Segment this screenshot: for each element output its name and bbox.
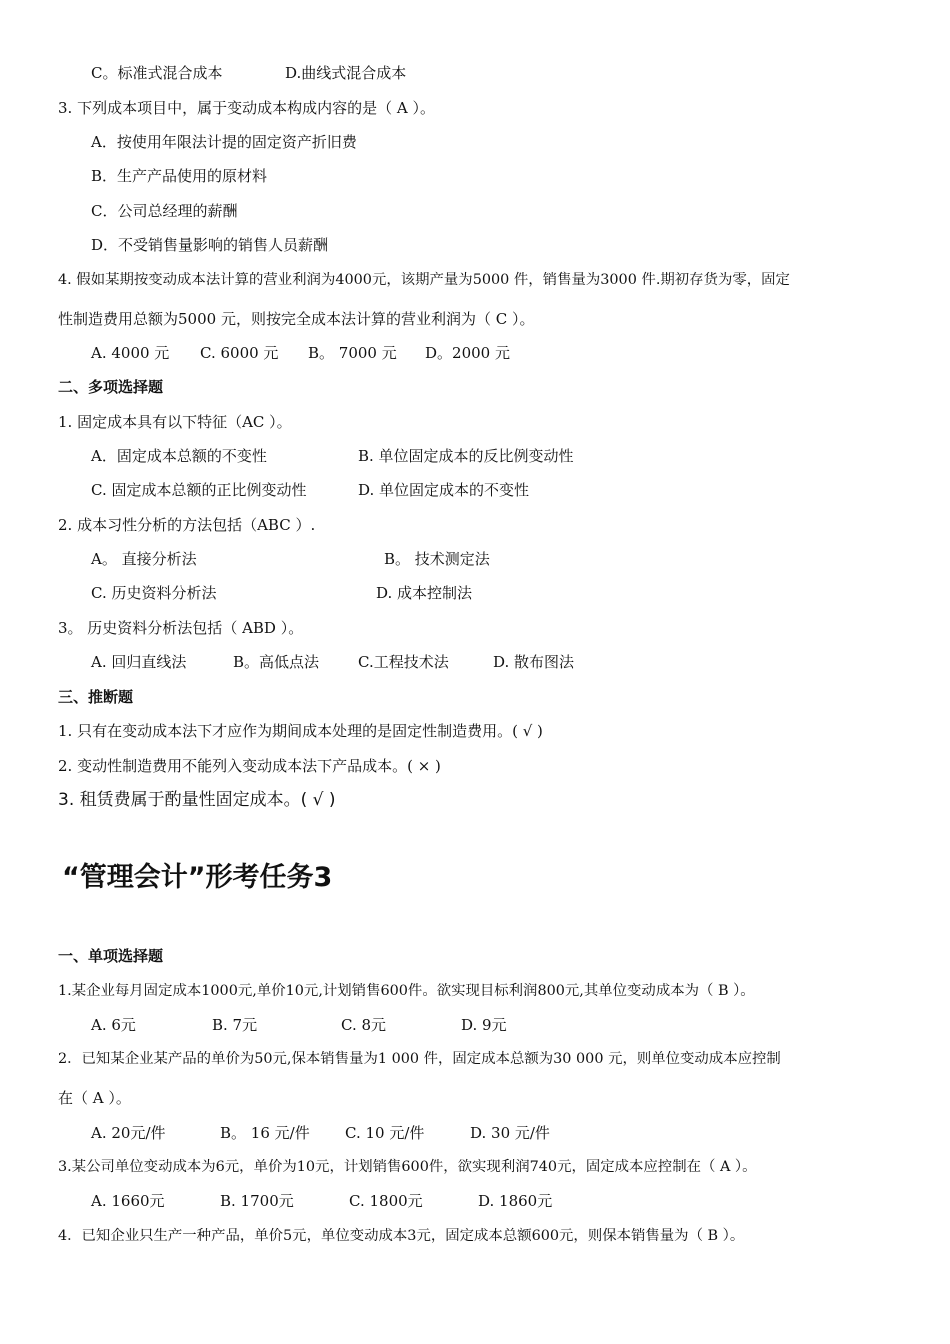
question-stem: 1. 固定成本具有以下特征（AC ）。: [58, 413, 292, 431]
option-c: C. 6000 元: [200, 344, 279, 362]
option-c: C.工程技术法: [358, 653, 449, 671]
option-d: D．不受销售量影响的销售人员薪酬: [91, 236, 329, 254]
option-a: A．按使用年限法计提的固定资产折旧费: [91, 133, 357, 151]
option-c: C. 1800元: [349, 1192, 423, 1210]
option-c: C．公司总经理的薪酬: [91, 202, 238, 220]
option-b: B。 16 元/件: [220, 1124, 310, 1142]
question-stem-continued: 在（ A ）。: [58, 1089, 131, 1107]
option-c: C。标准式混合成本: [91, 64, 223, 82]
option-c: C. 固定成本总额的正比例变动性: [91, 481, 307, 499]
judgement-item: 3. 租赁费属于酌量性固定成本。( √ ): [58, 790, 336, 810]
question-stem: 3. 下列成本项目中，属于变动成本构成内容的是（ A ）。: [58, 99, 435, 117]
option-d: D。2000 元: [425, 344, 510, 362]
question-stem: 4．已知企业只生产一种产品，单价5元，单位变动成本3元，固定成本总额600元，则保本销售量为（ B ）。: [58, 1228, 745, 1244]
option-d: D.曲线式混合成本: [285, 64, 407, 82]
section-heading: 二、多项选择题: [58, 378, 164, 396]
option-d: D. 1860元: [478, 1192, 553, 1210]
option-b: B。高低点法: [233, 653, 320, 671]
option-a: A. 20元/件: [91, 1124, 166, 1142]
option-d: D. 成本控制法: [376, 584, 473, 602]
option-d: D. 散布图法: [493, 653, 575, 671]
question-stem: 2．已知某企业某产品的单价为50元,保本销售量为1 000 件，固定成本总额为30 000 元，则单位变动成本应控制: [58, 1051, 781, 1067]
option-b: B。 7000 元: [308, 344, 397, 362]
option-c: C. 8元: [341, 1016, 387, 1034]
option-a: A. 4000 元: [91, 344, 170, 362]
option-a: A. 回归直线法: [91, 653, 187, 671]
question-stem-continued: 性制造费用总额为5000 元，则按完全成本法计算的营业利润为（ C ）。: [58, 310, 535, 328]
option-d: D. 单位固定成本的不变性: [358, 481, 530, 499]
option-b: B．生产产品使用的原材料: [91, 167, 268, 185]
option-d: D. 30 元/件: [470, 1124, 550, 1142]
option-b: B。 技术测定法: [384, 550, 490, 568]
option-c: C. 历史资料分析法: [91, 584, 217, 602]
option-b: B. 单位固定成本的反比例变动性: [358, 447, 574, 465]
judgement-item: 1. 只有在变动成本法下才应作为期间成本处理的是固定性制造费用。( √ ): [58, 722, 543, 740]
option-d: D. 9元: [461, 1016, 507, 1034]
question-stem: 4. 假如某期按变动成本法计算的营业利润为4000元，该期产量为5000 件，销售量为3000 件.期初存货为零，固定: [58, 272, 790, 288]
option-a: A. 6元: [91, 1016, 136, 1034]
option-c: C. 10 元/件: [345, 1124, 425, 1142]
section-heading: 一、单项选择题: [58, 947, 164, 965]
option-a: A．固定成本总额的不变性: [91, 447, 267, 465]
question-stem: 3.某公司单位变动成本为6元，单价为10元，计划销售600件，欲实现利润740元，固定成本应控制在（ A ）。: [58, 1159, 757, 1175]
option-a: A. 1660元: [91, 1192, 165, 1210]
question-stem: 1.某企业每月固定成本1000元,单价10元,计划销售600件。欲实现目标利润800元,其单位变动成本为（ B ）。: [58, 983, 755, 999]
section-heading: 三、推断题: [58, 688, 134, 706]
page-title: “管理会计”形考任务3: [62, 862, 333, 893]
option-b: B. 1700元: [220, 1192, 294, 1210]
option-a: A。 直接分析法: [91, 550, 197, 568]
question-stem: 3。 历史资料分析法包括（ ABD ）。: [58, 619, 304, 637]
judgement-item: 2. 变动性制造费用不能列入变动成本法下产品成本。( × ): [58, 757, 441, 775]
option-b: B. 7元: [212, 1016, 258, 1034]
question-stem: 2. 成本习性分析的方法包括（ABC ）.: [58, 516, 316, 534]
